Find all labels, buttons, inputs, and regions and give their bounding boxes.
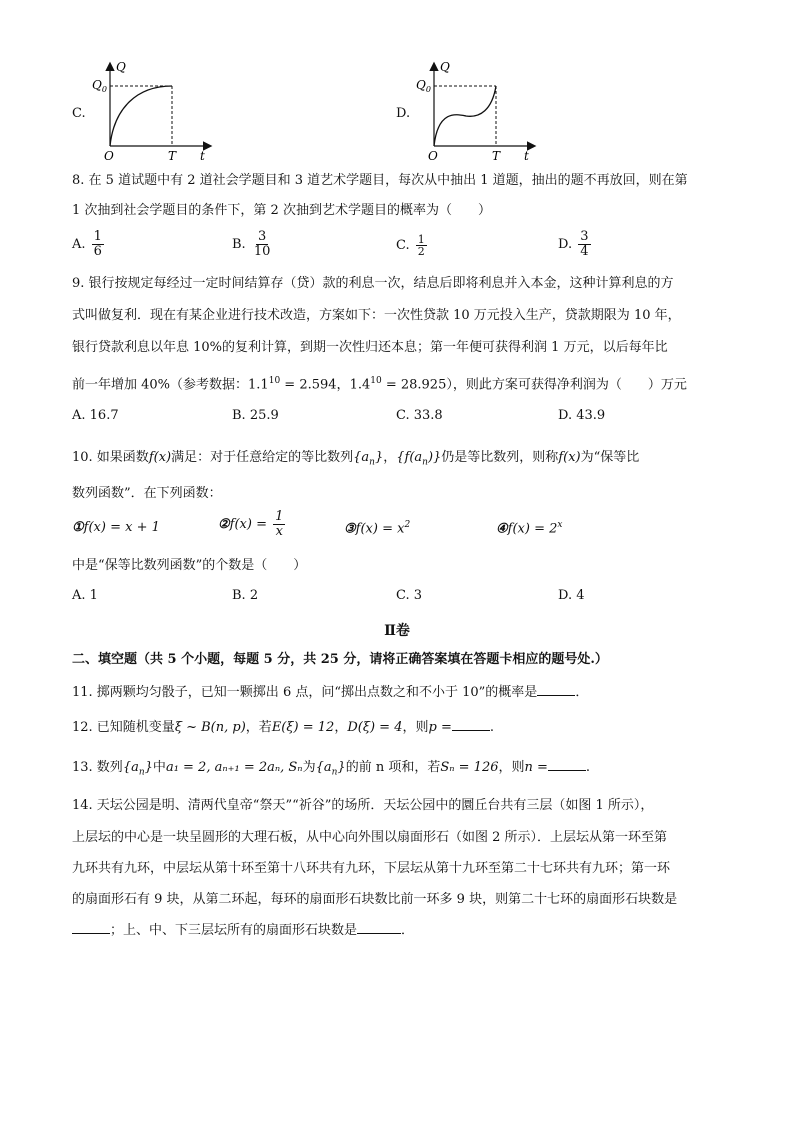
q10-func-3: ③f(x) = $x^2$ <box>344 520 411 537</box>
q10-option-c[interactable]: C. 3 <box>396 588 423 603</box>
option-c-label: C. <box>72 106 86 121</box>
graph-d-q-label: Q <box>440 60 450 74</box>
q9-line3: 银行贷款利息以年息 10%的复利计算，到期一次性归还本息；第一年便可获得利润 1 万元，以后每年比 <box>72 340 668 355</box>
q14-line3: 九环共有九环，中层坛从第十环至第十八环共有九环，下层坛从第十九环至第二十七环共有九环；第一环 <box>72 861 671 876</box>
q13-answer-blank[interactable] <box>548 758 586 771</box>
q14-line5: ；上、中、下三层坛所有的扇面形石块数是 ． <box>72 921 414 941</box>
q10-option-d[interactable]: D. 4 <box>558 588 585 603</box>
q12-answer-blank[interactable] <box>452 718 490 731</box>
q11: 11. 掷两颗均匀骰子，已知一颗掷出 6 点，问“掷出点数之和不小于 10”的概率是 ． <box>72 685 589 700</box>
q8-option-d[interactable]: D. $\frac{3}{4}$ <box>558 229 589 259</box>
q9-option-a[interactable]: A. 16.7 <box>72 408 119 423</box>
graph-d-q0-label: $Q_0$ <box>416 78 431 94</box>
q12: 12. 已知随机变量ξ ~ B(n, p)，若E(ξ) = 12，D(ξ) = 4，则p = . <box>72 720 494 735</box>
q9-line4: 前一年增加 40%（参考数据：$1.1^{10} = 2.594$，$1.4^{10} = 28.925$），则此方案可获得净利润为（ ）万元 <box>72 376 687 393</box>
q10-func-2: ②f(x) = $\frac{1}{x}$ <box>218 509 284 539</box>
q8-option-a[interactable]: A. $\frac{1}{6}$ <box>72 229 102 259</box>
q10-line2: 数列函数”．在下列函数： <box>72 486 222 501</box>
q8-line1: 8. 在 5 道试题中有 2 道社会学题目和 3 道艺术学题目，每次从中抽出 1 道题，抽出的题不再放回，则在第 <box>72 173 688 188</box>
graph-c-T-label: T <box>168 149 177 163</box>
q9-line2: 式叫做复利．现在有某企业进行技术改造，方案如下：一次性贷款 10 万元投入生产，贷款期限为 10 年， <box>72 308 681 323</box>
graph-d-T-label: T <box>492 149 501 163</box>
q13: 13. 数列$\{a_n\}$中a₁ = 2, aₙ₊₁ = 2aₙ, Sₙ为$\{a_n\}$的前 n 项和，若Sₙ = 126，则n = . <box>72 760 591 778</box>
q10-line1: 10. 如果函数f(x)满足：对于任意给定的等比数列$\{a_n\}$，$\{f(a_n)\}$仍是等比数列，则称f(x)为“保等比 <box>72 450 640 468</box>
q14-line4: 的扇面形石有 9 块，从第二环起，每环的扇面形石块数比前一环多 9 块，则第二十七环的扇面形石块数是 <box>72 892 678 907</box>
section-volume-heading: Ⅱ卷 <box>384 623 410 639</box>
graph-c-q-label: Q <box>116 60 126 74</box>
q14-answer-blank-1[interactable] <box>72 921 110 934</box>
q9-line1: 9. 银行按规定每经过一定时间结算存（贷）款的利息一次，结息后即将利息并入本金，这种计算利息的方 <box>72 276 674 291</box>
q10-func-1: ①f(x) = x + 1 <box>72 520 160 535</box>
q14-answer-blank-2[interactable] <box>357 921 401 934</box>
option-d-label: D. <box>396 106 411 121</box>
q8-line2: 1 次抽到社会学题目的条件下，第 2 次抽到艺术学题目的概率为（ ） <box>72 203 491 218</box>
q9-option-b[interactable]: B. 25.9 <box>232 408 279 423</box>
q9-option-d[interactable]: D. 43.9 <box>558 408 606 423</box>
q14-line2: 上层坛的中心是一块呈圆形的大理石板，从中心向外围以扇面形石（如图 2 所示）．上层坛从第一环至第 <box>72 830 668 845</box>
graph-c <box>92 58 222 166</box>
q9-option-c[interactable]: C. 33.8 <box>396 408 443 423</box>
q14-line1: 14. 天坛公园是明、清两代皇帝“祭天”“祈谷”的场所．天坛公园中的圜丘台共有三层（如图 1 所示）， <box>72 798 654 813</box>
q10-line3: 中是“保等比数列函数”的个数是（ ） <box>72 558 307 573</box>
q8-option-c[interactable]: C. $\frac{1}{2}$ <box>396 233 425 258</box>
graph-c-origin-label: O <box>104 149 114 163</box>
graph-d-origin-label: O <box>428 149 438 163</box>
section2-title: 二、填空题（共 5 个小题，每题 5 分，共 25 分，请将正确答案填在答题卡相应的题号处.） <box>72 652 608 667</box>
q10-option-b[interactable]: B. 2 <box>232 588 259 603</box>
q10-option-a[interactable]: A. 1 <box>72 588 98 603</box>
q10-func-4: ④f(x) = $2^x$ <box>496 520 563 537</box>
graph-d-t-label: t <box>524 149 529 163</box>
q8-option-b[interactable]: B. $\frac{3}{10}$ <box>232 229 271 259</box>
graph-c-q0-label: $Q_0$ <box>92 78 107 94</box>
graph-d <box>416 58 546 166</box>
graph-c-t-label: t <box>200 149 205 163</box>
q11-answer-blank[interactable] <box>537 683 575 696</box>
